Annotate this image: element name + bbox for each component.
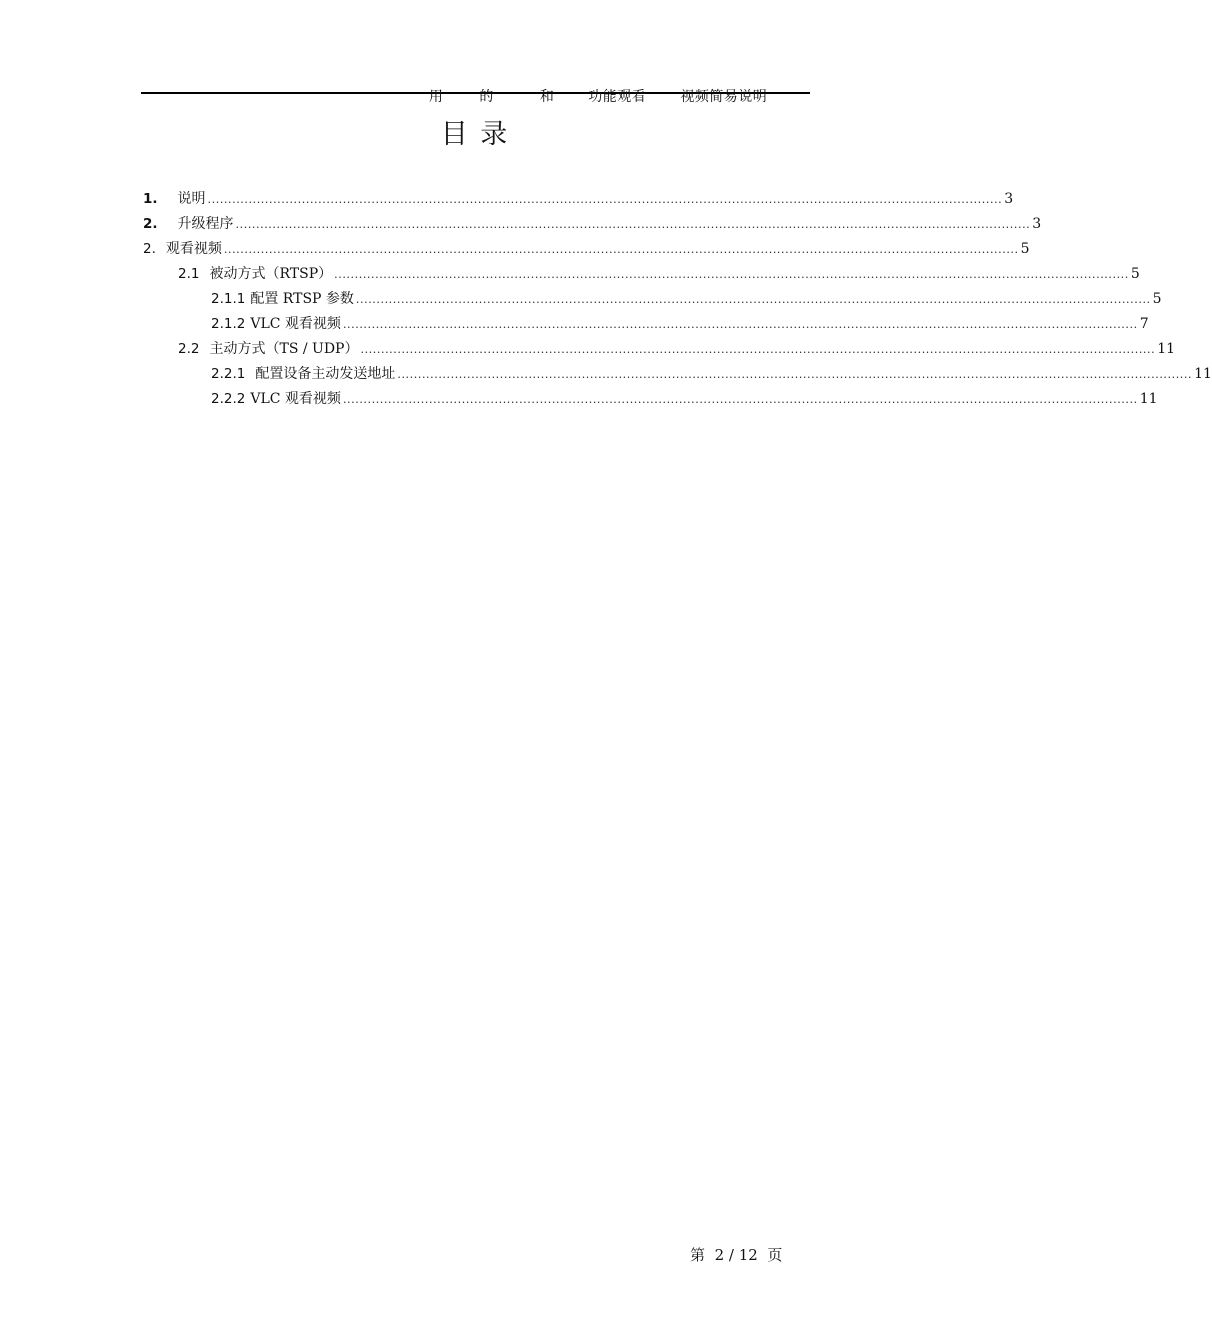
toc-leader: .................................................................................................................................................................................................. xyxy=(223,243,1019,256)
toc-entry-label: 主动方式（TS / UDP） xyxy=(209,341,359,357)
toc-entry[interactable] xyxy=(143,338,1176,363)
toc-entry-label: VLC 观看视频 xyxy=(250,391,341,407)
footer-suffix: 页 xyxy=(767,1246,783,1264)
toc-entry-label: 升级程序 xyxy=(177,216,234,232)
footer-total-pages: 12 xyxy=(738,1246,758,1264)
page-footer xyxy=(690,1244,782,1265)
toc-entry[interactable] xyxy=(143,263,1140,288)
toc-leader: .................................................................................................................................................................................................. xyxy=(342,318,1138,331)
toc-entry-number: 2.2.2 xyxy=(211,391,246,407)
toc-entry-number: 1. xyxy=(143,191,158,207)
toc-entry-label: 观看视频 xyxy=(165,241,222,257)
table-of-contents xyxy=(143,188,1212,413)
footer-separator: / xyxy=(728,1246,734,1264)
toc-entry-page: 11 xyxy=(1157,341,1176,357)
toc-leader: .................................................................................................................................................................................................. xyxy=(207,193,1003,206)
toc-leader: .................................................................................................................................................................................................. xyxy=(342,393,1138,406)
toc-entry-number: 2.1.1 xyxy=(211,291,246,307)
toc-entry-label: 配置 RTSP 参数 xyxy=(250,291,354,307)
toc-leader: .................................................................................................................................................................................................. xyxy=(397,368,1193,381)
header-part: 的 xyxy=(479,89,494,105)
toc-entry-number: 2.2.1 xyxy=(211,366,246,382)
toc-entry[interactable] xyxy=(143,188,1014,213)
toc-entry-page: 5 xyxy=(1020,241,1030,257)
toc-entry[interactable] xyxy=(143,313,1149,338)
footer-current-page: 2 xyxy=(714,1246,725,1264)
toc-entry-label: 被动方式（RTSP） xyxy=(209,266,333,282)
running-header xyxy=(141,66,810,105)
toc-leader: .................................................................................................................................................................................................. xyxy=(355,293,1151,306)
header-part: 用 xyxy=(428,89,444,105)
toc-title: 目 录 xyxy=(440,119,510,150)
toc-entry[interactable] xyxy=(143,363,1212,388)
toc-entry-number: 2.1.2 xyxy=(211,316,246,332)
toc-leader: .................................................................................................................................................................................................. xyxy=(334,268,1129,281)
toc-leader: .................................................................................................................................................................................................. xyxy=(360,343,1156,356)
toc-entry-number: 2. xyxy=(143,216,158,232)
toc-leader: .................................................................................................................................................................................................. xyxy=(235,218,1031,231)
toc-entry-page: 5 xyxy=(1152,291,1162,307)
toc-entry-page: 11 xyxy=(1194,366,1212,382)
toc-entry-label: VLC 观看视频 xyxy=(250,316,341,332)
toc-entry-label: 说明 xyxy=(177,191,206,207)
toc-entry[interactable] xyxy=(143,213,1042,238)
toc-entry-number: 2. xyxy=(143,241,156,257)
header-part: 视频简易说明 xyxy=(680,89,768,105)
toc-entry-number: 2.2 xyxy=(178,341,200,357)
toc-entry-page: 5 xyxy=(1130,266,1140,282)
header-part: 和 xyxy=(539,89,555,105)
toc-entry-page: 3 xyxy=(1032,216,1042,232)
toc-entry[interactable] xyxy=(143,238,1030,263)
toc-entry-number: 2.1 xyxy=(178,266,200,282)
toc-entry-label: 配置设备主动发送地址 xyxy=(255,366,396,382)
toc-entry-page: 3 xyxy=(1004,191,1014,207)
toc-entry-page: 11 xyxy=(1139,391,1158,407)
footer-prefix: 第 xyxy=(690,1246,706,1264)
toc-entry[interactable] xyxy=(143,388,1158,413)
header-part: 功能观看 xyxy=(588,89,647,105)
toc-entry[interactable] xyxy=(143,288,1162,313)
toc-entry-page: 7 xyxy=(1139,316,1149,332)
